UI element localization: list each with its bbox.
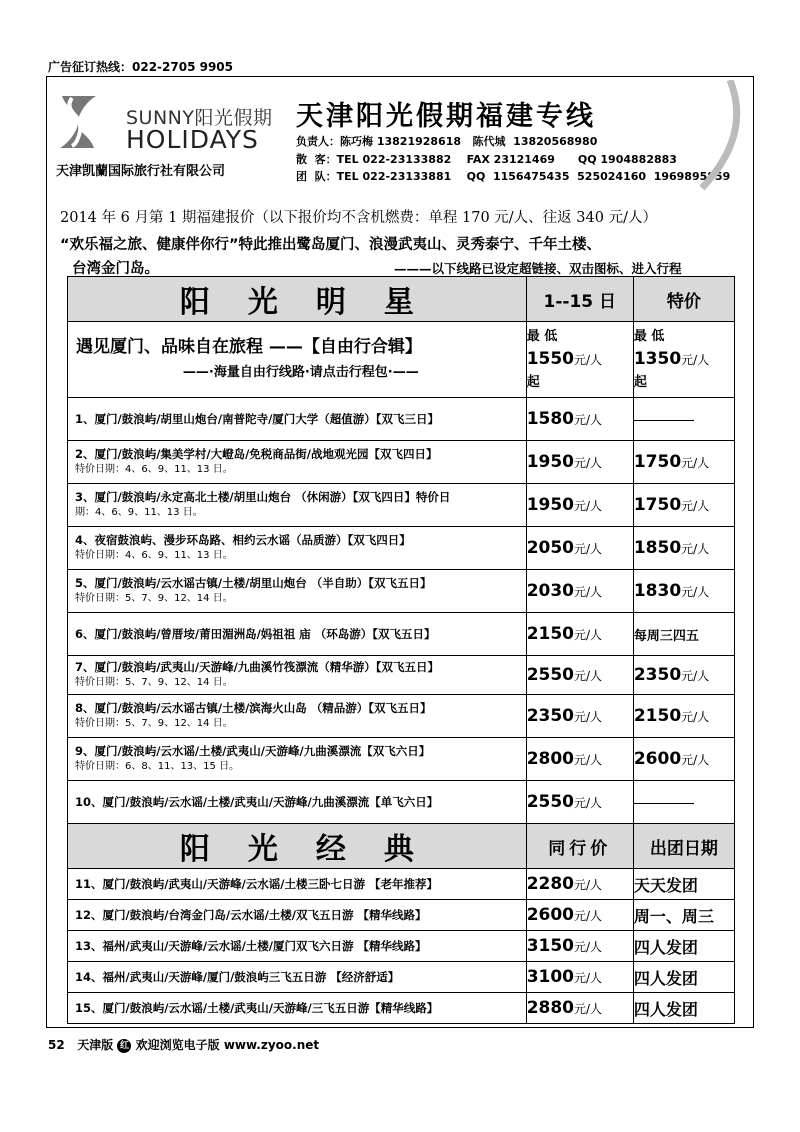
price-suffix: 起 bbox=[526, 374, 540, 390]
intro-link-note: ———以下线路已设定超链接、双击图标、进入行程 bbox=[394, 261, 682, 276]
special-dates: 特价日期：4、6、9、11、13 日。 bbox=[75, 464, 233, 475]
section1-header bbox=[68, 277, 735, 322]
price-unit: 元/人 bbox=[681, 585, 710, 599]
ad-hotline: 广告征订热线：022-2705 9905 bbox=[48, 60, 234, 74]
special-price: 1830 bbox=[633, 581, 682, 601]
table-row[interactable] bbox=[68, 993, 735, 1024]
price-unit: 元/人 bbox=[574, 909, 603, 923]
section2-header bbox=[68, 824, 735, 869]
price-unit: 元/人 bbox=[574, 542, 603, 556]
route-link[interactable]: 4、夜宿鼓浪屿、漫步环岛路、相约云水谣（品质游）【双飞四日】 bbox=[75, 533, 411, 547]
price: 2350 bbox=[526, 706, 575, 726]
price-unit: 元/人 bbox=[574, 456, 603, 470]
price: 2800 bbox=[526, 749, 575, 769]
price: 2030 bbox=[526, 581, 575, 601]
special-price: 2600 bbox=[633, 749, 682, 769]
price-unit: 元/人 bbox=[574, 878, 603, 892]
intro-line-2: “欢乐福之旅、健康伴你行”特此推出鹭岛厦门、浪漫武夷山、灵秀泰宁、千年土楼、 bbox=[60, 237, 602, 253]
price: 3100 bbox=[526, 967, 575, 987]
table-row[interactable] bbox=[68, 781, 735, 824]
route-link[interactable]: 6、厦门/鼓浪屿/曾厝垵/莆田湄洲岛/妈祖祖 庙 （环岛游）【双飞五日】 bbox=[75, 626, 436, 641]
special-dates: 特价日期：4、6、9、11、13 日。 bbox=[75, 550, 233, 561]
route-link[interactable]: 1、厦门/鼓浪屿/胡里山炮台/南普陀寺/厦门大学（超值游）【双飞三日】 bbox=[75, 411, 440, 426]
section2-col-price: 同行价 bbox=[526, 824, 633, 869]
price: 3150 bbox=[526, 936, 575, 956]
no-special-dash bbox=[634, 803, 694, 804]
lowest-label: 最 低 bbox=[526, 328, 558, 344]
price: 2050 bbox=[526, 538, 575, 558]
page-footer bbox=[48, 1036, 319, 1053]
section2-title: 阳光经典 bbox=[68, 824, 527, 869]
featured-subtitle[interactable]: ——·海量自由行线路·请点击行程包·—— bbox=[182, 364, 419, 380]
table-row[interactable] bbox=[68, 695, 735, 738]
route-link[interactable]: 9、厦门/鼓浪屿/云水谣/土楼/武夷山/天游峰/九曲溪漂流【双飞六日】 bbox=[75, 744, 431, 758]
price-unit: 元/人 bbox=[574, 585, 603, 599]
price: 1950 bbox=[526, 495, 575, 515]
lowest-price-special: 1350 bbox=[633, 348, 682, 369]
intro-line-1: 2014 年 6 月第 1 期福建报价（以下报价均不含机燃费：单程 170 元/人、往返 340 元/人） bbox=[60, 210, 657, 226]
contact-individual: 散 客：TEL 022-23133882 FAX 23121469 QQ 1904882883 bbox=[296, 153, 677, 166]
table-row[interactable] bbox=[68, 398, 735, 441]
red-badge-icon: 红 bbox=[117, 1039, 131, 1053]
special-dates: 特价日期：5、7、9、12、14 日。 bbox=[75, 677, 233, 688]
table-row[interactable] bbox=[68, 656, 735, 695]
departure-schedule: 四人发团 bbox=[633, 937, 698, 957]
route-link[interactable]: 11、厦门/鼓浪屿/武夷山/天游峰/云水谣/土楼三卧七日游 【老年推荐】 bbox=[75, 876, 439, 891]
price-unit: 元/人 bbox=[574, 499, 603, 513]
table-row[interactable] bbox=[68, 441, 735, 484]
departure-days: 每周三四五 bbox=[633, 628, 699, 644]
departure-schedule: 周一、周三 bbox=[633, 906, 714, 926]
featured-row[interactable] bbox=[68, 322, 735, 398]
contact-group: 团 队：TEL 022-23133881 QQ 1156475435 525024160 1969895859 bbox=[296, 170, 731, 183]
departure-schedule: 四人发团 bbox=[633, 999, 698, 1019]
section2-col-schedule: 出团日期 bbox=[633, 824, 734, 869]
footer-link[interactable]: 欢迎浏览电子版 www.zyoo.net bbox=[135, 1038, 320, 1052]
price-unit: 元/人 bbox=[574, 352, 603, 367]
table-row[interactable] bbox=[68, 484, 735, 527]
special-price: 2350 bbox=[633, 665, 682, 685]
route-link[interactable]: 10、厦门/鼓浪屿/云水谣/土楼/武夷山/天游峰/九曲溪漂流【单飞六日】 bbox=[75, 794, 439, 809]
price-unit: 元/人 bbox=[574, 710, 603, 724]
special-dates: 特价日期：5、7、9、12、14 日。 bbox=[75, 593, 233, 604]
sunny-logo-icon bbox=[56, 92, 100, 150]
route-link[interactable]: 13、福州/武夷山/天游峰/云水谣/土楼/厦门双飞六日游 【精华线路】 bbox=[75, 938, 427, 953]
special-price: 2150 bbox=[633, 706, 682, 726]
price: 1950 bbox=[526, 452, 575, 472]
edition-label: 天津版 bbox=[77, 1038, 114, 1052]
price: 2880 bbox=[526, 998, 575, 1018]
company-name: 天津凯蘭国际旅行社有限公司 bbox=[56, 164, 226, 179]
table-row[interactable] bbox=[68, 570, 735, 613]
price-unit: 元/人 bbox=[681, 542, 710, 556]
special-dates: 特价日期：6、8、11、13、15 日。 bbox=[75, 761, 240, 772]
price-unit: 元/人 bbox=[574, 628, 603, 642]
route-link[interactable]: 12、厦门/鼓浪屿/台湾金门岛/云水谣/土楼/双飞五日游 【精华线路】 bbox=[75, 907, 427, 922]
table-row[interactable] bbox=[68, 962, 735, 993]
price-suffix: 起 bbox=[633, 374, 647, 390]
route-link[interactable]: 7、厦门/鼓浪屿/武夷山/天游峰/九曲溪竹筏漂流（精华游）【双飞五日】 bbox=[75, 660, 440, 674]
price-unit: 元/人 bbox=[574, 413, 603, 427]
departure-schedule: 四人发团 bbox=[633, 968, 698, 988]
price-unit: 元/人 bbox=[574, 1002, 603, 1016]
departure-schedule: 天天发团 bbox=[633, 875, 698, 895]
price: 2600 bbox=[526, 905, 575, 925]
price-unit: 元/人 bbox=[574, 940, 603, 954]
special-price: 1750 bbox=[633, 452, 682, 472]
price-unit: 元/人 bbox=[681, 669, 710, 683]
table-row[interactable] bbox=[68, 527, 735, 570]
table-row[interactable] bbox=[68, 738, 735, 781]
decorative-curve-icon bbox=[690, 80, 750, 190]
logo-wordmark-bottom: HOLIDAYS bbox=[126, 125, 259, 154]
special-price: 1850 bbox=[633, 538, 682, 558]
table-row[interactable] bbox=[68, 869, 735, 900]
special-dates: 期：4、6、9、11、13 日。 bbox=[75, 507, 203, 518]
section1-col-special: 特价 bbox=[633, 277, 734, 322]
route-link[interactable]: 2、厦门/鼓浪屿/集美学村/大嶝岛/免税商品街/战地观光园【双飞四日】 bbox=[75, 447, 438, 461]
price: 1580 bbox=[526, 409, 575, 429]
special-dates: 特价日期：5、7、9、12、14 日。 bbox=[75, 718, 233, 729]
table-row[interactable] bbox=[68, 931, 735, 962]
route-link[interactable]: 3、厦门/鼓浪屿/永定高北土楼/胡里山炮台 （休闲游）【双飞四日】特价日 bbox=[75, 490, 451, 504]
page-number: 52 bbox=[48, 1038, 65, 1052]
table-row[interactable] bbox=[68, 613, 735, 656]
route-link[interactable]: 14、福州/武夷山/天游峰/厦门/鼓浪屿三飞五日游 【经济舒适】 bbox=[75, 969, 400, 984]
price-unit: 元/人 bbox=[574, 971, 603, 985]
price-unit: 元/人 bbox=[574, 753, 603, 767]
featured-title[interactable]: 遇见厦门、品味自在旅程 ——【自由行合辑】 bbox=[76, 336, 422, 357]
special-price: 1750 bbox=[633, 495, 682, 515]
contact-manager: 负责人：陈巧梅 13821928618 陈代城 13820568980 bbox=[296, 135, 598, 148]
price-unit: 元/人 bbox=[681, 753, 710, 767]
logo-wordmark-top: SUNNY阳光假期 bbox=[126, 107, 273, 129]
price: 2550 bbox=[526, 665, 575, 685]
no-special-dash bbox=[634, 420, 694, 421]
route-link[interactable]: 5、厦门/鼓浪屿/云水谣古镇/土楼/胡里山炮台 （半自助）【双飞五日】 bbox=[75, 576, 432, 590]
lowest-label: 最 低 bbox=[633, 328, 665, 344]
price-unit: 元/人 bbox=[681, 456, 710, 470]
route-link[interactable]: 15、厦门/鼓浪屿/云水谣/土楼/武夷山/天游峰/三飞五日游【精华线路】 bbox=[75, 1000, 439, 1015]
banner-title: 天津阳光假期福建专线 bbox=[296, 101, 596, 132]
table-row[interactable] bbox=[68, 900, 735, 931]
route-link[interactable]: 8、厦门/鼓浪屿/云水谣古镇/土楼/滨海火山岛 （精品游）【双飞五日】 bbox=[75, 701, 432, 715]
price-unit: 元/人 bbox=[574, 669, 603, 683]
price-unit: 元/人 bbox=[681, 352, 710, 367]
section1-title: 阳光明星 bbox=[68, 277, 527, 322]
price: 2280 bbox=[526, 874, 575, 894]
intro-line-3: 台湾金门岛。 bbox=[72, 261, 159, 277]
price-table bbox=[67, 276, 735, 1024]
lowest-price-regular: 1550 bbox=[526, 348, 575, 369]
price: 2550 bbox=[526, 792, 575, 812]
price-unit: 元/人 bbox=[681, 710, 710, 724]
price: 2150 bbox=[526, 624, 575, 644]
price-unit: 元/人 bbox=[574, 796, 603, 810]
price-unit: 元/人 bbox=[681, 499, 710, 513]
section1-col-dates: 1--15 日 bbox=[526, 277, 633, 322]
